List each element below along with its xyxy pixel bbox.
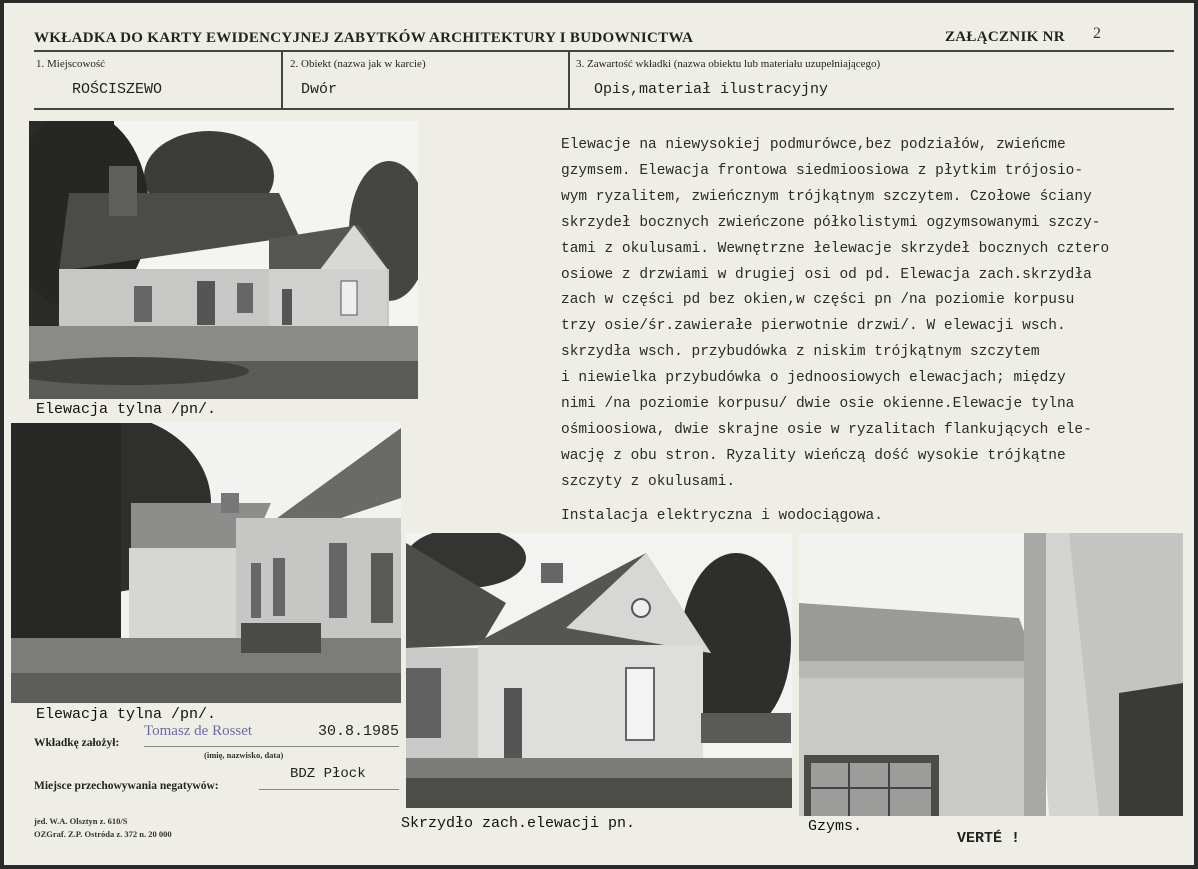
installation-line: Instalacja elektryczna i wodociągowa. xyxy=(561,507,883,524)
caption-photo-2: Elewacja tylna /pn/. xyxy=(36,706,217,723)
object-label: 2. Obiekt (nazwa jak w karcie) xyxy=(290,58,426,70)
photo-cornice xyxy=(799,533,1183,816)
description-line: szczyty z okulusami. xyxy=(561,473,736,490)
content-value: Opis,materiał ilustracyjny xyxy=(594,81,829,98)
record-card xyxy=(4,3,1194,865)
card-title: WKŁADKA DO KARTY EWIDENCYJNEJ ZABYTKÓW ARCHITEKTURY I BUDOWNICTWA xyxy=(34,30,694,46)
caption-photo-1: Elewacja tylna /pn/. xyxy=(36,401,217,418)
author-label: Wkładkę założył: xyxy=(34,737,120,749)
photo-rear-elevation-1 xyxy=(29,121,418,399)
storage-line xyxy=(259,789,399,790)
verte-note: VERTÉ ! xyxy=(957,830,1021,847)
photo-west-wing xyxy=(406,533,792,808)
description-line: ośmioosiowa, dwie skrajne osie w ryzalitach flankujących ele- xyxy=(561,421,1092,438)
photo-rear-elevation-2 xyxy=(11,423,401,703)
print-line-2: OZGraf. Z.P. Ostróda z. 372 n. 20 000 xyxy=(34,829,172,839)
storage-label: Miejsce przechowywania negatywów: xyxy=(34,780,219,792)
description-line: wację z obu stron. Ryzality wieńczą dość wysokie trójkątne xyxy=(561,447,1066,464)
locality-value: ROŚCISZEWO xyxy=(72,81,163,98)
description-line: skrzydła wsch. przybudówka z niskim trójkątnym szczytem xyxy=(561,344,1040,361)
annex-number: 2 xyxy=(1093,25,1101,42)
description-line: Elewacje na niewysokiej podmurówce,bez podziałów, zwieńcme xyxy=(561,137,1066,153)
field-divider-2 xyxy=(568,51,570,109)
author-line xyxy=(144,746,399,747)
date-value: 30.8.1985 xyxy=(318,723,400,740)
description-line: trzy osie/śr.zawierałe pierwotnie drzwi/. W elewacji wsch. xyxy=(561,318,1066,335)
description-line: wym ryzalitem, zwieńcznym trójkątnym szczytem. Czołowe ściany xyxy=(561,188,1092,205)
field-rule xyxy=(34,108,1174,110)
locality-label: 1. Miejscowość xyxy=(36,58,106,70)
author-value: Tomasz de Rosset xyxy=(144,723,253,739)
field-divider-1 xyxy=(281,51,283,109)
content-label: 3. Zawartość wkładki (nazwa obiektu lub materiału uzupełniającego) xyxy=(576,58,881,70)
description-line: osiowe z drzwiami w drugiej osi od pd. Elewacja zach.skrzydła xyxy=(561,266,1092,283)
description-line: i niewielka przybudówka o jednoosiowych elewacjach; między xyxy=(561,370,1066,387)
caption-photo-4: Gzyms. xyxy=(808,818,863,835)
storage-value: BDZ Płock xyxy=(290,766,366,782)
description-line: tami z okulusami. Wewnętrzne łelewacje skrzydeł bocznych cztero xyxy=(561,240,1110,257)
annex-label: ZAŁĄCZNIK NR xyxy=(945,29,1065,45)
description-line: skrzydeł bocznych zwieńczone półkolistymi ogzymsowanymi szczy- xyxy=(561,214,1101,231)
description-line: nimi /na poziomie korpusu/ dwie osie okienne.Elewacje tylna xyxy=(561,396,1075,413)
description-text xyxy=(561,133,1181,530)
print-line-1: jed. W.A. Olsztyn z. 610/S xyxy=(34,816,128,826)
author-hint: (imię, nazwisko, data) xyxy=(204,750,284,760)
caption-photo-3: Skrzydło zach.elewacji pn. xyxy=(401,815,636,832)
description-line: zach w części pd bez okien,w części pn /na poziomie korpusu xyxy=(561,292,1075,309)
header-rule xyxy=(34,50,1174,52)
object-value: Dwór xyxy=(301,81,338,98)
description-line: gzymsem. Elewacja frontowa siedmioosiowa z płytkim trójosio- xyxy=(561,162,1084,179)
